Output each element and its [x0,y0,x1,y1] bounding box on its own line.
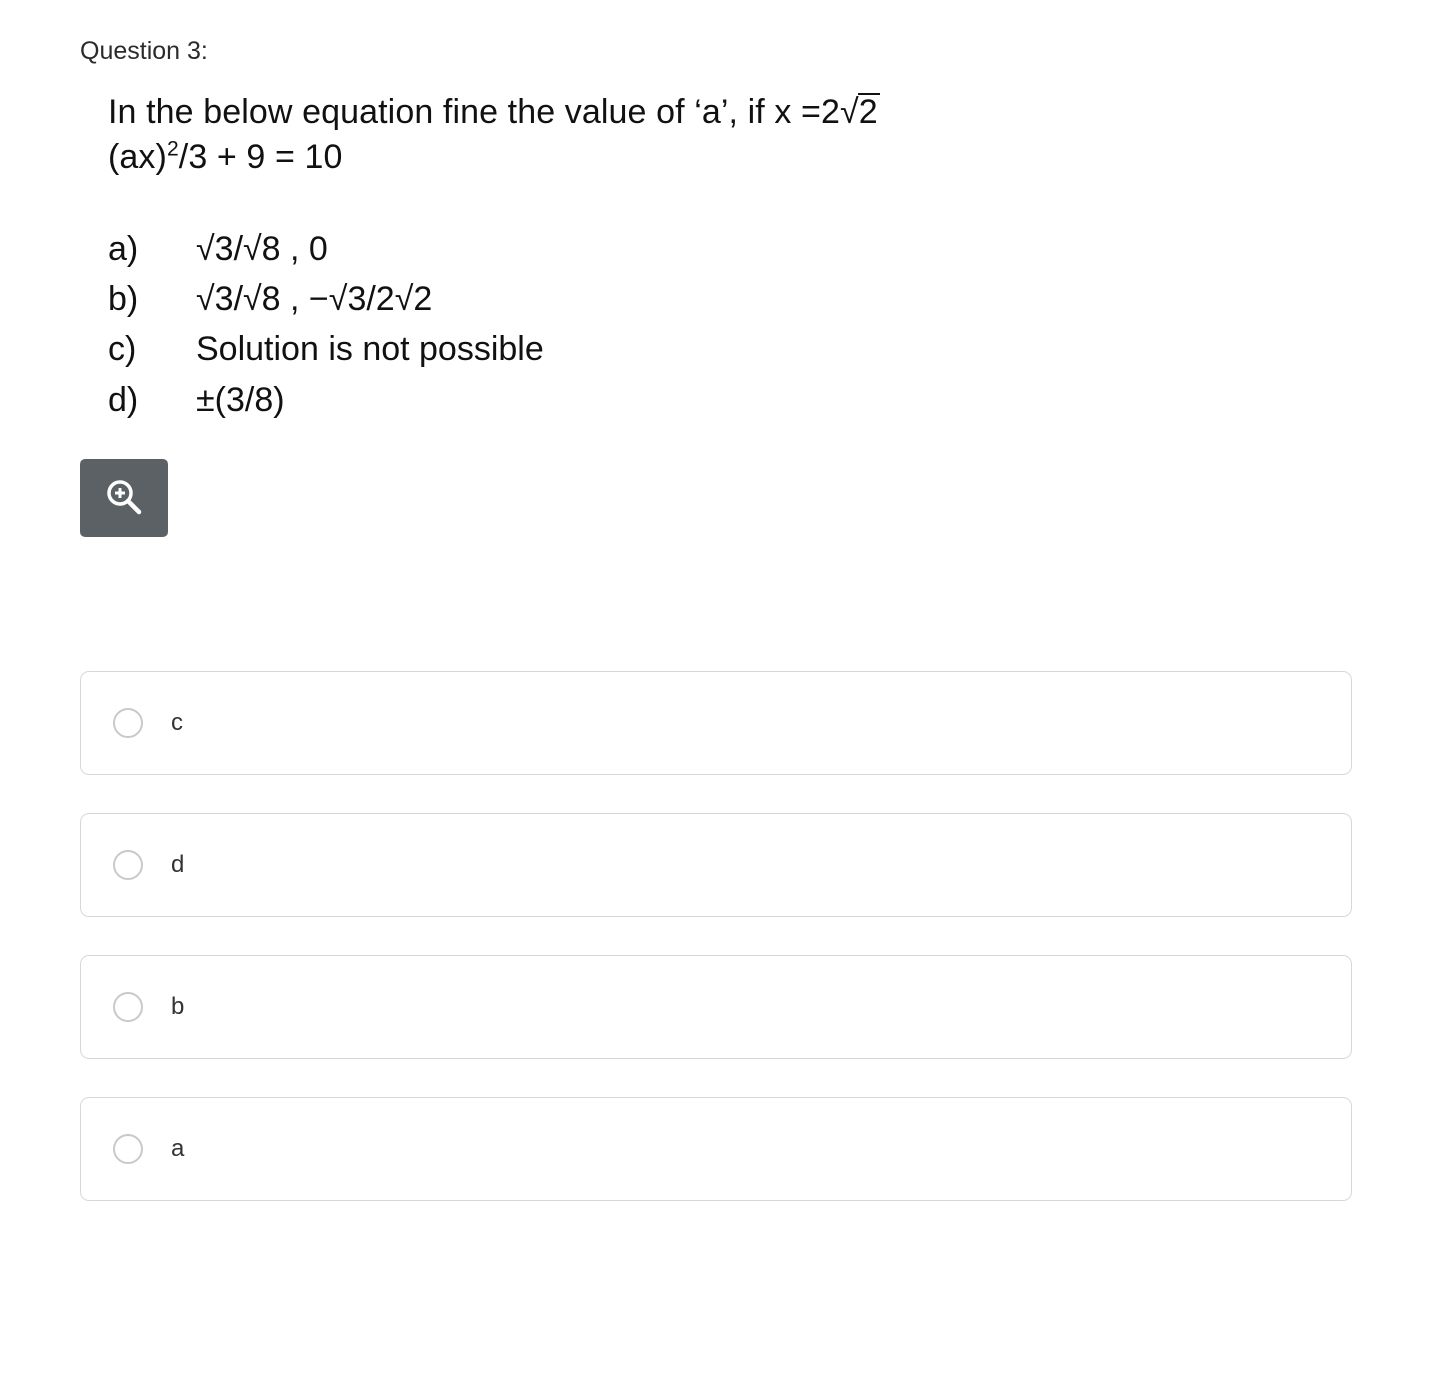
option-text: Solution is not possible [196,330,544,369]
answer-radio[interactable] [113,992,143,1022]
stem-line-2 [108,135,1352,180]
stem-line-2-post: /3 + 9 = 10 [178,137,343,176]
answer-choice-list [80,671,1352,1201]
answer-choice-row[interactable] [80,671,1352,775]
option-item [108,224,1352,274]
stem-line-1-text: In the below equation fine the value of ‘a’, if x =2 [108,93,840,131]
option-key: c) [108,330,137,369]
option-item [108,375,1352,425]
zoom-in-button[interactable] [80,459,168,537]
option-key: a) [108,229,139,268]
stem-line-2-pre: (ax) [108,137,167,176]
option-text: √3/√8 , 0 [196,229,328,268]
answer-label: c [171,709,183,736]
stem-exponent: 2 [166,137,179,161]
answer-choice-row[interactable] [80,1097,1352,1201]
answer-label: a [171,1135,185,1162]
answer-label: d [171,851,185,878]
option-text: √3/√8 , −√3/2√2 [196,280,433,319]
answer-radio[interactable] [113,708,143,738]
option-key: b) [108,280,139,319]
answer-radio[interactable] [113,1134,143,1164]
sqrt-radicand: 2 [858,93,878,131]
option-item [108,274,1352,324]
answer-label: b [171,993,185,1020]
question-body [80,90,1352,425]
answer-choice-row[interactable] [80,813,1352,917]
answer-radio[interactable] [113,850,143,880]
option-key: d) [108,380,139,419]
question-number-label: Question 3: [80,37,208,65]
question-stem [108,90,1352,180]
answer-choice-row[interactable] [80,955,1352,1059]
option-list [108,224,1352,425]
magnifier-plus-icon [102,476,146,520]
option-item [108,324,1352,374]
sqrt-symbol: √ [839,93,859,131]
option-text: ±(3/8) [196,380,285,419]
